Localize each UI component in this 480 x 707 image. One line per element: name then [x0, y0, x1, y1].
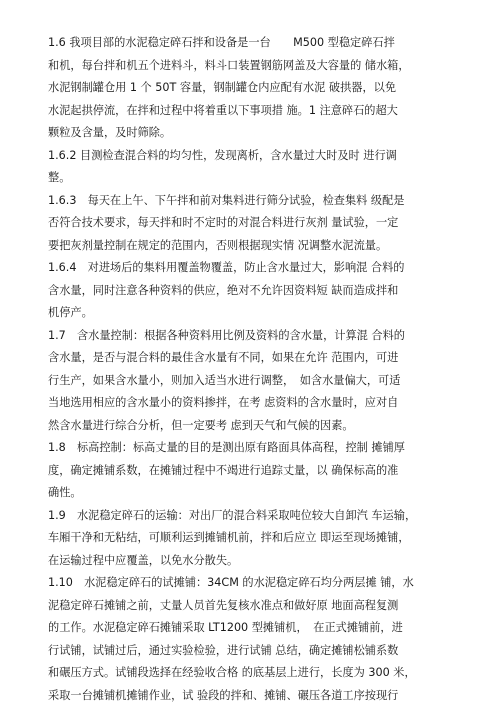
text-line: 行试铺，试铺过后，通过实验检验，进行试铺 总结，确定摊铺松铺系数: [48, 640, 440, 663]
text-line: 当地选用相应的含水量小的资料掺拌，在考 虑资料的含水量时，应对自: [48, 392, 440, 415]
text-line: 水泥起拱停流，在拌和过程中将着重以下事项措 施。1 注意碎石的超大: [48, 100, 440, 123]
text-line: 1.6 我项目部的水泥稳定碎石拌和设备是一台 M500 型稳定碎石拌: [48, 32, 440, 55]
paragraph: [48, 505, 440, 573]
text-line: 要把灰剂量控制在规定的范围内，否则根据现实情 况调整水泥流量。: [48, 235, 440, 258]
text-line: 车厢干净和无粘结，可顺利运到摊铺机前，拌和后应立 即运至现场摊铺，: [48, 527, 440, 550]
text-line: 1.6.4 对进场后的集料用覆盖物覆盖，防止含水量过大，影响混 合料的: [48, 257, 440, 280]
text-line: 行生产，如果含水量小，则加入适当水进行调整， 如含水量偏大，可适: [48, 370, 440, 393]
text-line: 和机，每台拌和机五个进料斗，料斗口装置钢筋网盖及大容量的 储水箱，: [48, 55, 440, 78]
text-line: 1.6.3 每天在上午、下午拌和前对集料进行筛分试验，检查集料 级配是: [48, 190, 440, 213]
paragraph: [48, 572, 440, 707]
text-line: 度，确定摊铺系数，在摊铺过程中不竭进行追踪丈量，以 确保标高的准: [48, 460, 440, 483]
text-line: 的工作。水泥稳定碎石摊铺采取 LT1200 型摊铺机， 在正式摊铺前，进: [48, 617, 440, 640]
text-line: 颗粒及含量，及时筛除。: [48, 122, 440, 145]
text-line: 1.6.2 目测检查混合料的均匀性，发现离析，含水量过大时及时 进行调: [48, 145, 440, 168]
paragraph: [48, 437, 440, 505]
text-line: 泥稳定碎石摊铺之前，丈量人员首先复核水准点和做好原 地面高程复测: [48, 595, 440, 618]
text-line: 采取一台摊铺机摊铺作业，试 验段的拌和、摊铺、碾压各道工序按现行: [48, 685, 440, 707]
text-line: 含水量，同时注意各种资料的供应，绝对不允许因资料短 缺而造成拌和: [48, 280, 440, 303]
paragraph: [48, 145, 440, 190]
text-line: 1.9 水泥稳定碎石的运输：对出厂的混合料采取吨位较大自卸汽 车运输，: [48, 505, 440, 528]
paragraph: [48, 32, 440, 145]
text-line: 1.8 标高控制：标高丈量的目的是测出原有路面具体高程，控制 摊铺厚: [48, 437, 440, 460]
document-body: [48, 32, 440, 707]
paragraph: [48, 257, 440, 325]
text-line: 1.10 水泥稳定碎石的试摊铺：34CM 的水泥稳定碎石均分两层摊 铺，水: [48, 572, 440, 595]
text-line: 水泥钢制罐仓用 1 个 50T 容量，钢制罐仓内应配有水泥 破拱器，以免: [48, 77, 440, 100]
paragraph: [48, 325, 440, 438]
text-line: 和碾压方式。试铺段选择在经验收合格 的底基层上进行，长度为 300 米，: [48, 662, 440, 685]
text-line: 然含水量进行综合分析，但一定要考 虑到天气和气候的因素。: [48, 415, 440, 438]
paragraph: [48, 190, 440, 258]
text-line: 否符合技术要求，每天拌和时不定时的对混合料进行灰剂 量试验，一定: [48, 212, 440, 235]
text-line: 确性。: [48, 482, 440, 505]
text-line: 在运输过程中应覆盖，以免水分散失。: [48, 550, 440, 573]
text-line: 机停产。: [48, 302, 440, 325]
text-line: 1.7 含水量控制：根据各种资料用比例及资料的含水量，计算混 合料的: [48, 325, 440, 348]
text-line: 整。: [48, 167, 440, 190]
text-line: 含水量，是否与混合料的最佳含水量有不同，如果在允许 范围内，可进: [48, 347, 440, 370]
